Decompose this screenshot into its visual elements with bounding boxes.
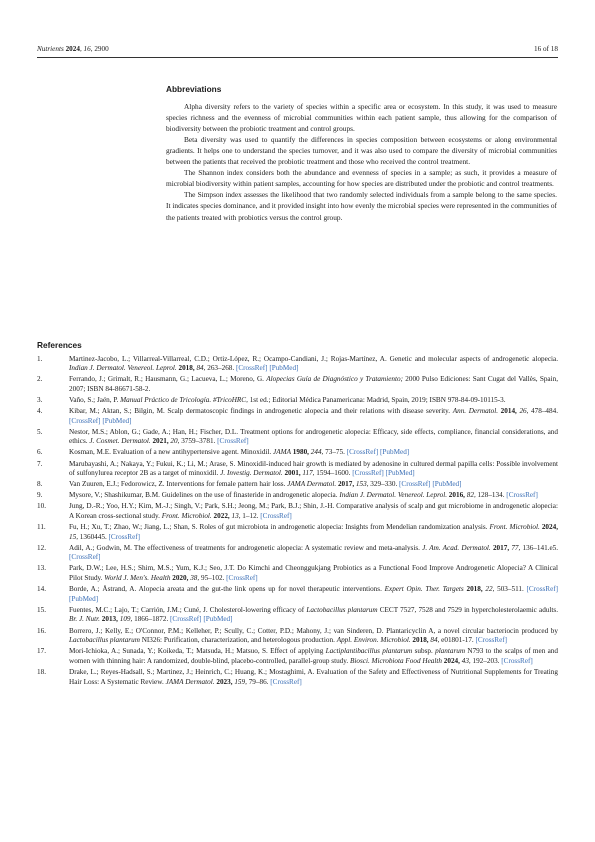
reference-pages: 1–12.: [242, 512, 259, 520]
abbreviations-section: [166, 84, 557, 223]
references-heading: References: [37, 340, 82, 350]
crossref-link[interactable]: [CrossRef]: [69, 416, 101, 425]
reference-text: Mori-Ichioka, A.; Sunada, Y.; Koikeda, T.; Matsuda, H.; Matsuo, S. Effect of applying: [69, 647, 326, 656]
reference-source: J. Investig. Dermatol.: [220, 469, 283, 478]
journal-name: Nutrients: [37, 45, 64, 53]
reference-item: [37, 544, 558, 563]
reference-text: subsp.: [412, 647, 436, 656]
reference-number: 1.: [37, 354, 43, 363]
pubmed-link[interactable]: [PubMed]: [69, 594, 99, 603]
reference-text: CECT 7527, 7528 and 7529 in hypercholesterolaemic adults.: [377, 605, 558, 614]
reference-text: Fuentes, M.C.; Lajo, T.; Carrión, J.M.; Cuné, J. Cholesterol-lowering efficacy of: [69, 605, 307, 614]
reference-number: 9.: [37, 491, 43, 500]
reference-text: Borde, A.; Åstrand, A. Alopecia areata and the gut-the link opens up for novel therapeutic interventions.: [69, 585, 382, 594]
reference-year: 2023,: [216, 677, 233, 686]
reference-volume: 43,: [461, 656, 471, 665]
reference-text: Van Zuuren, E.J.; Fedorowicz, Z. Interventions for female pattern hair loss.: [69, 480, 286, 489]
reference-volume: 159,: [234, 677, 247, 686]
journal-year: 2024: [65, 45, 80, 53]
abbreviation-paragraph-simpson: The Simpson index assesses the likelihood that two randomly selected individuals from a sample belong to the same species. It indicates species dominance, and it provided insight into how evenly the microbial species were represented in the communities of the patients treated with probiotics versus the control group.: [166, 190, 557, 222]
reference-year: 2018,: [466, 585, 483, 594]
reference-number: 6.: [37, 448, 43, 457]
reference-source: Manual Práctico de Tricología. #TricoHRC,: [120, 395, 248, 404]
reference-source: JAMA Dermatol.: [165, 677, 215, 686]
reference-number: 11.: [37, 523, 46, 532]
reference-volume: 109,: [119, 615, 133, 624]
crossref-link[interactable]: [CrossRef]: [501, 656, 533, 665]
reference-source: Ann. Dermatol.: [452, 407, 499, 416]
reference-item: [37, 460, 558, 479]
abbreviation-paragraph-beta: Beta diversity was used to quantify the differences in species composition between ecosystems or along environmental gradients. It helps one to understand the species turnover, and it was also used to compare the diversity of microbial communities between the patients that received the probiotic treatment and those who received the control treatment.: [166, 135, 557, 167]
reference-volume: 22,: [485, 585, 495, 594]
reference-source: Alopecias Guía de Diagnóstico y Tratamiento;: [266, 375, 403, 384]
crossref-link[interactable]: [CrossRef]: [399, 480, 431, 489]
reference-volume: 84,: [196, 364, 206, 373]
reference-pages: 1360445.: [79, 532, 107, 541]
reference-text: Adil, A.; Godwin, M. The effectiveness of treatments for androgenetic alopecia: A systematic review and meta-analysis.: [69, 543, 420, 552]
reference-item: [37, 647, 558, 666]
crossref-link[interactable]: [CrossRef]: [170, 615, 202, 624]
reference-pages: 192–203.: [472, 656, 500, 665]
reference-year: 2017,: [337, 480, 355, 489]
reference-volume: 153,: [355, 480, 369, 489]
reference-text: Borrero, J.; Kelly, E.; O'Connor, P.M.; Kelleher, P.; Scully, C.; Cotter, P.D.; Mahony, J.; van Sinderen, D. Plantaricyclin A, a novel circular bacteriocin produced by: [69, 626, 558, 635]
abbreviations-heading: Abbreviations: [166, 84, 222, 94]
reference-text: Drake, L.; Reyes-Hadsall, S.; Martinez, J.; Heinrich, C.; Huang, K.; Mostaghimi, A. Evaluation of the Safety and Effectiveness of Nutritional Supplements for Treating Hair Loss: A Systematic Review.: [69, 667, 558, 686]
reference-text: Kosman, M.E. Evaluation of a new antihypertensive agent. Minoxidil.: [69, 448, 272, 457]
page-header: [37, 45, 558, 57]
reference-text: N793 to the scalps of men and women with thinning hair: A randomized, double-blind, placebo-controlled, parallel-group study.: [69, 647, 558, 665]
reference-year: 2018,: [178, 364, 195, 373]
reference-volume: 117,: [302, 469, 315, 478]
crossref-link[interactable]: [CrossRef]: [346, 448, 379, 457]
reference-item: [37, 668, 558, 687]
reference-pages: 136–141.e5.: [522, 543, 559, 552]
crossref-link[interactable]: [CrossRef]: [235, 364, 268, 373]
reference-year: 2018,: [412, 636, 429, 645]
pubmed-link[interactable]: [PubMed]: [203, 615, 233, 624]
crossref-link[interactable]: [CrossRef]: [270, 677, 302, 686]
reference-pages: e01801-17.: [441, 636, 474, 645]
reference-volume: 15,: [69, 532, 78, 541]
reference-number: 2.: [37, 375, 43, 384]
reference-text: Marubayashi, A.; Nakaya, Y.; Fukui, K.; Li, M.; Arase, S. Minoxidil-induced hair growth is mediated by adenosine in cultured dermal papilla cells: Possible involvement of sulfonylurea receptor 2B as a target of minoxidil.: [69, 459, 558, 478]
reference-source: Biosci. Microbiota Food Health: [349, 656, 442, 665]
reference-year: 2016,: [448, 491, 465, 500]
crossref-link[interactable]: [CrossRef]: [475, 636, 508, 645]
reference-number: 4.: [37, 407, 43, 416]
crossref-link[interactable]: [CrossRef]: [108, 532, 141, 541]
reference-number: 8.: [37, 480, 43, 489]
reference-volume: 84,: [430, 636, 440, 645]
reference-pages: 73–75.: [325, 448, 345, 457]
reference-item: [37, 627, 558, 646]
reference-number: 7.: [37, 459, 43, 468]
reference-text: Ferrando, J.; Grimalt, R.; Hausmann, G.; Lacueva, L.; Moreno, G.: [69, 375, 264, 384]
pubmed-link[interactable]: [PubMed]: [385, 469, 415, 478]
reference-item: [37, 564, 558, 583]
reference-pages: 1866–1872.: [134, 615, 169, 624]
crossref-link[interactable]: [CrossRef]: [352, 469, 384, 478]
reference-year: 2014,: [500, 407, 517, 416]
references-section: [37, 341, 558, 689]
pubmed-link[interactable]: [PubMed]: [432, 480, 462, 489]
reference-year: 2024,: [541, 523, 558, 532]
reference-item: [37, 396, 558, 406]
reference-source: Front. Microbiol.: [489, 523, 540, 532]
reference-pages: 128–134.: [477, 491, 505, 500]
pubmed-link[interactable]: [PubMed]: [269, 364, 299, 373]
reference-number: 15.: [37, 605, 46, 614]
reference-source: Front. Microbiol.: [161, 512, 212, 520]
reference-item: [37, 502, 558, 521]
reference-list: [37, 355, 558, 688]
reference-item: [37, 355, 558, 374]
reference-item: [37, 606, 558, 625]
reference-year: 2021,: [152, 437, 169, 446]
reference-year: 2013,: [101, 615, 118, 624]
reference-volume: 13,: [231, 512, 241, 520]
abbreviation-paragraph-shannon: The Shannon index considers both the abundance and evenness of species in a sample; as such, it provides a measure of microbial biodiversity within patient samples, accounting for how species are distributed under the probiotic and control treatments.: [166, 168, 557, 189]
reference-source: J. Cosmet. Dermatol.: [89, 437, 151, 446]
reference-volume: 77,: [511, 543, 521, 552]
reference-item: [37, 585, 558, 604]
reference-item: [37, 480, 558, 490]
reference-text: Jung, D.-R.; Yoo, H.Y.; Kim, M.-J.; Singh, V.; Park, S.H.; Jeong, M.; Park, B.J.; Shin, J.-H. Comparative analysis of scalp and gut microbiome in androgenetic alopecia: A Korean cross-sectional study.: [69, 502, 558, 520]
reference-text: Fu, H.; Xu, T.; Zhao, W.; Jiang, L.; Shan, S. Roles of gut microbiota in androgenetic alopecia: Insights from Mendelian randomization analysis.: [69, 523, 488, 532]
reference-item: [37, 375, 558, 394]
reference-number: 13.: [37, 564, 46, 573]
reference-publisher: 1st ed.; Editorial Médica Panamericana: Madrid, Spain, 2019; ISBN 978-84-09-10115-3.: [249, 395, 506, 404]
reference-source: Indian J. Dermatol. Venereol. Leprol.: [69, 364, 177, 373]
reference-text: Nestor, M.S.; Ablon, G.; Gade, A.; Han, H.; Fischer, D.L. Treatment options for androgenetic alopecia: Efficacy, side effects, compliance, financial considerations, and ethics.: [69, 427, 558, 446]
crossref-link[interactable]: [CrossRef]: [506, 491, 538, 500]
reference-pages: 79–86.: [248, 677, 269, 686]
reference-pages: 329–330.: [370, 480, 398, 489]
reference-number: 18.: [37, 667, 46, 676]
reference-source: JAMA Dermatol.: [287, 480, 337, 489]
reference-pages: 503–511.: [497, 585, 524, 594]
reference-text: Park, D.W.; Lee, H.S.; Shim, M.S.; Yum, K.J.; Seo, J.T. Do Kimchi and Cheonggukjang Probiotics as a Functional Food Improve Androgenetic Alopecia? A Clinical Pilot Study.: [69, 564, 558, 583]
reference-text: Mysore, V.; Shashikumar, B.M. Guidelines on the use of finasteride in androgenetic alopecia.: [69, 491, 338, 500]
reference-year: 2020,: [172, 574, 189, 583]
reference-volume: 244,: [310, 448, 324, 457]
reference-year: 2022,: [213, 512, 230, 520]
reference-item: [37, 491, 558, 501]
reference-publisher: 2000 Pulso Ediciones: Sant Cugat del Vallès, Spain, 2007; ISBN 84-86671-58-2.: [69, 375, 558, 393]
reference-pages: 3759–3781.: [181, 437, 216, 446]
reference-year: 2001,: [284, 469, 301, 478]
reference-number: 16.: [37, 626, 46, 635]
header-rule: [37, 57, 558, 58]
article-number: 2900: [94, 45, 109, 53]
reference-text: NI326: Purification, characterization, and heterologous production.: [139, 636, 335, 645]
reference-pages: 1594–1600.: [316, 469, 351, 478]
reference-species: Lactobacillus plantarum: [69, 636, 140, 645]
reference-pages: 95–102.: [200, 574, 225, 583]
reference-item: [37, 523, 558, 542]
reference-source: Appl. Environ. Microbiol.: [336, 636, 411, 645]
reference-volume: 26,: [519, 407, 529, 416]
reference-item: [37, 407, 558, 426]
reference-item: [37, 428, 558, 447]
reference-pages: 263–268.: [207, 364, 235, 373]
crossref-link[interactable]: [CrossRef]: [217, 437, 249, 446]
journal-volume: 16: [83, 45, 91, 53]
reference-number: 3.: [37, 395, 43, 404]
reference-species: Lactiplantibacillus plantarum: [325, 647, 413, 656]
pubmed-link[interactable]: [PubMed]: [380, 448, 410, 457]
reference-item: [37, 448, 558, 458]
crossref-link[interactable]: [CrossRef]: [260, 512, 292, 520]
reference-number: 17.: [37, 647, 46, 656]
reference-text: Kibar, M.; Aktan, S.; Bilgin, M. Scalp dermatoscopic findings in androgenetic alopecia and their relations with disease severity.: [69, 407, 451, 416]
reference-pages: 478–484.: [531, 407, 558, 416]
pubmed-link[interactable]: [PubMed]: [102, 416, 132, 425]
abbreviation-paragraph-alpha: Alpha diversity refers to the variety of species within a specific area or ecosystem. In this study, it was used to measure species richness and the evenness of microbial communities within each patient sample, thus allowing for the comparison of biodiversity between the probiotic treatment and control groups.: [166, 102, 557, 134]
reference-source: Br. J. Nutr.: [69, 615, 100, 624]
reference-year: 1980,: [292, 448, 309, 457]
reference-volume: 20,: [170, 437, 180, 446]
reference-species: plantarum: [435, 647, 466, 656]
crossref-link[interactable]: [CrossRef]: [69, 553, 101, 562]
reference-text: Martinez-Jacobo, L.; Villarreal-Villarreal, C.D.; Ortiz-López, R.; Ocampo-Candiani, J.; Rojas-Martínez, A. Genetic and molecular aspects of androgenetic alopecia.: [69, 354, 558, 363]
reference-source: JAMA: [273, 448, 291, 457]
reference-number: 10.: [37, 502, 46, 511]
reference-number: 14.: [37, 585, 46, 594]
reference-number: 12.: [37, 543, 46, 552]
reference-year: 2017,: [492, 543, 510, 552]
journal-citation: Nutrients 2024, 16, 2900: [37, 45, 109, 53]
reference-source: Indian J. Dermatol. Venereol. Leprol.: [339, 491, 447, 500]
reference-text: Vaño, S.; Jaén, P.: [69, 395, 119, 404]
reference-volume: 82,: [466, 491, 476, 500]
page-number: 16 of 18: [534, 45, 558, 53]
reference-year: 2024,: [443, 656, 460, 665]
reference-species: Lactobacillus plantarum: [306, 605, 378, 614]
reference-source: Expert Opin. Ther. Targets: [384, 585, 464, 594]
crossref-link[interactable]: [CrossRef]: [526, 585, 559, 594]
reference-source: World J. Men's. Health: [104, 574, 171, 583]
reference-volume: 38,: [190, 574, 200, 583]
crossref-link[interactable]: [CrossRef]: [226, 574, 258, 583]
reference-number: 5.: [37, 427, 43, 436]
reference-source: J. Am. Acad. Dermatol.: [422, 543, 491, 552]
